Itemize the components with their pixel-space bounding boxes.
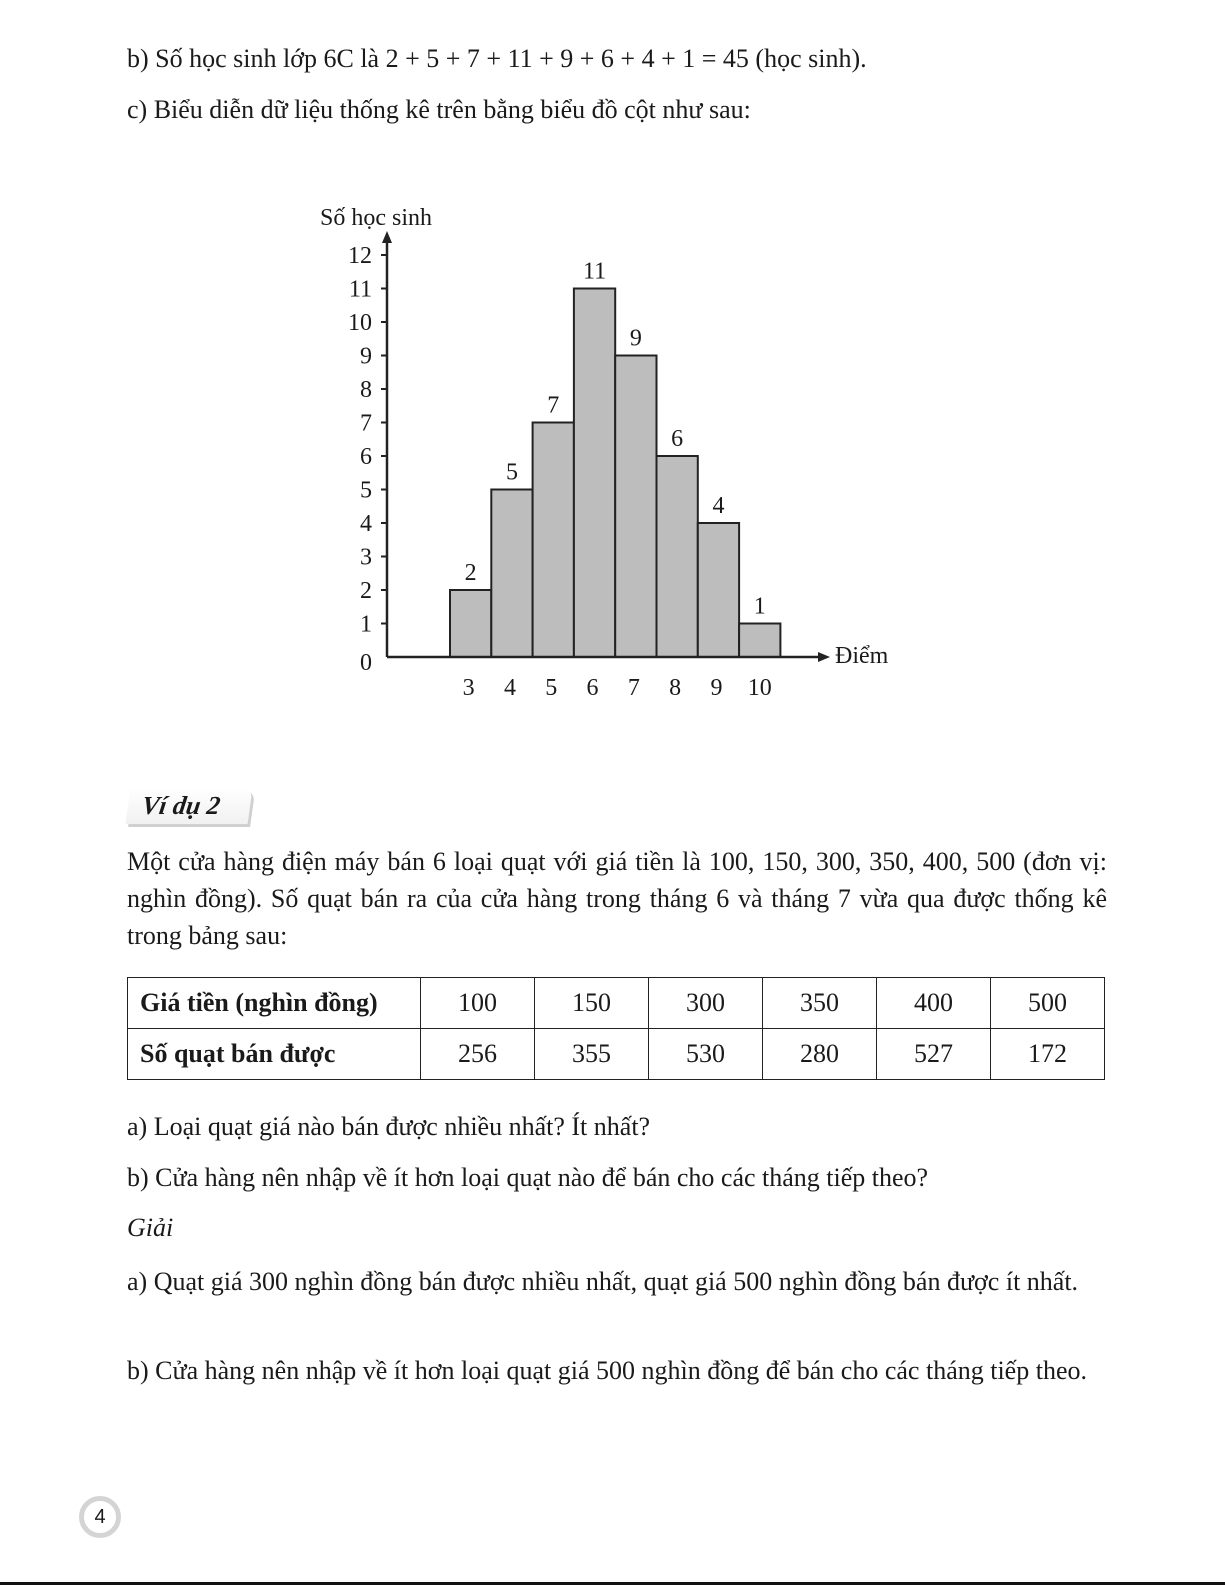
y-tick-label: 3 (360, 544, 372, 571)
bar-10 (739, 624, 780, 658)
bar-5 (533, 423, 574, 658)
y-tick-label: 9 (360, 343, 372, 370)
bar-3 (450, 590, 491, 657)
x-tick-label: 6 (586, 675, 599, 701)
table-cell: 256 (421, 1029, 535, 1080)
y-tick-label: 12 (348, 243, 372, 269)
y-tick-label: 11 (348, 276, 372, 303)
example-tag: Ví dụ 2 (125, 788, 252, 824)
table-cell: 400 (877, 978, 991, 1029)
y-tick-label: 1 (360, 611, 372, 638)
data-label: 2 (464, 560, 477, 586)
bar-6 (574, 289, 615, 658)
y-tick-label: 7 (360, 410, 372, 437)
intro-line-b: b) Số học sinh lớp 6C là 2 + 5 + 7 + 11 + 9 + 6 + 4 + 1 = 45 (học sinh). (127, 44, 867, 73)
data-label: 7 (547, 392, 560, 419)
y-axis-label: Số học sinh (320, 205, 433, 231)
solution-label: Giải (127, 1213, 174, 1242)
y-tick-label: 5 (360, 477, 372, 504)
bar-7 (615, 356, 656, 658)
table-cell: 527 (877, 1029, 991, 1080)
row-header: Giá tiền (nghìn đồng) (128, 978, 421, 1029)
x-axis-label: Điểm (835, 643, 889, 669)
table-cell: 172 (991, 1029, 1105, 1080)
x-tick-label: 8 (669, 675, 682, 701)
y-tick-label: 4 (360, 511, 372, 537)
bar-4 (491, 490, 532, 658)
data-label: 1 (753, 593, 766, 620)
example-text: Một cửa hàng điện máy bán 6 loại quạt với giá tiền là 100, 150, 300, 350, 400, 500 (đơn vị: nghìn đồng). Số quạt bán ra của cửa hàng trong tháng 6 và tháng 7 vừa qua được thống kê trong bảng sau: (127, 847, 1107, 950)
question-b: b) Cửa hàng nên nhập về ít hơn loại quạt nào để bán cho các tháng tiếp theo? (127, 1163, 929, 1192)
bar-chart (0, 0, 1225, 760)
x-tick-label: 5 (545, 675, 558, 701)
y-tick-label: 2 (360, 578, 372, 604)
table-cell: 300 (649, 978, 763, 1029)
table-cell: 355 (535, 1029, 649, 1080)
y-axis-arrow (382, 231, 392, 243)
table-row (128, 1029, 1105, 1080)
table-cell: 350 (763, 978, 877, 1029)
table-cell: 150 (535, 978, 649, 1029)
x-tick-label: 10 (747, 675, 772, 701)
x-tick-label: 9 (710, 675, 723, 701)
y-tick-label: 0 (360, 650, 372, 676)
bar-8 (657, 456, 698, 657)
x-tick-label: 7 (627, 675, 640, 701)
data-label: 6 (671, 426, 684, 452)
row-header: Số quạt bán được (128, 1029, 421, 1080)
answer-b: b) Cửa hàng nên nhập về ít hơn loại quạt giá 500 nghìn đồng để bán cho các tháng tiếp theo. (127, 1356, 1087, 1385)
data-label: 5 (505, 459, 518, 486)
table-cell: 280 (763, 1029, 877, 1080)
table-cell: 100 (421, 978, 535, 1029)
answer-a: a) Quạt giá 300 nghìn đồng bán được nhiều nhất, quạt giá 500 nghìn đồng bán được ít nhất. (127, 1267, 1079, 1296)
data-label: 4 (712, 493, 725, 519)
bar-9 (698, 523, 739, 657)
table-row (128, 978, 1105, 1029)
data-label: 9 (629, 325, 642, 352)
intro-line-c: c) Biểu diễn dữ liệu thống kê trên bằng biểu đồ cột như sau: (127, 95, 751, 124)
y-tick-label: 8 (360, 377, 372, 403)
x-axis-arrow (818, 652, 830, 662)
y-tick-label: 10 (348, 310, 372, 336)
x-tick-label: 3 (462, 675, 475, 701)
x-tick-label: 4 (503, 675, 516, 701)
question-a: a) Loại quạt giá nào bán được nhiều nhất? Ít nhất? (127, 1112, 651, 1141)
table-cell: 500 (991, 978, 1105, 1029)
data-label: 11 (582, 258, 607, 285)
page-number: 4 (79, 1496, 121, 1538)
y-tick-label: 6 (360, 444, 372, 470)
table-cell: 530 (649, 1029, 763, 1080)
fan-sales-table (127, 977, 1105, 1080)
